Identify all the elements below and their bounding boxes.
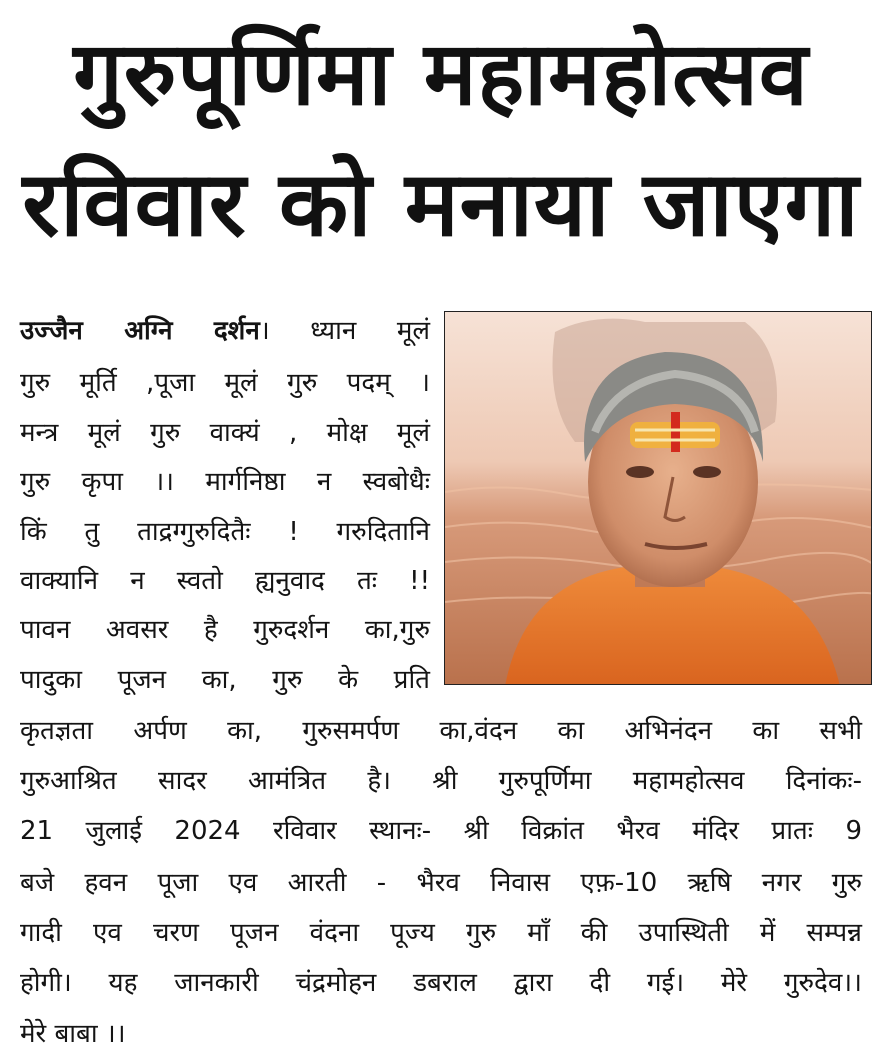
headline-line-2: रविवार को मनाया जाएगा: [22, 152, 860, 257]
article-line-15: मेरे बाबा ।।: [20, 1019, 126, 1049]
article-line-4: गुरु कृपा ।। मार्गनिष्ठा न स्वबोधैः: [20, 467, 430, 497]
article-line-1-text: । ध्यान मूलं: [259, 316, 430, 346]
article-line-3: मन्त्र मूलं गुरु वाक्यं , मोक्ष मूलं: [20, 418, 430, 448]
article-line-1: [20, 318, 430, 344]
article-line-10: गुरुआश्रित सादर आमंत्रित है। श्री गुरुपूर्णिमा महामहोत्सव दिनांकः-: [20, 766, 862, 796]
guru-portrait-photo: [444, 311, 872, 685]
article-line-5: किं तु ताद्रग्गुरुदितैः ! गरुदितानि: [20, 517, 430, 547]
article-line-11: 21 जुलाई 2024 रविवार स्थानः- श्री विक्रांत भैरव मंदिर प्रातः 9: [20, 816, 862, 846]
article-line-9: कृतज्ञता अर्पण का, गुरुसमर्पण का,वंदन का अभिनंदन का सभी: [20, 716, 862, 746]
article-line-14: होगी। यह जानकारी चंद्रमोहन डबराल द्वारा दी गई। मेरे गुरुदेव।।: [20, 968, 862, 998]
dateline: उज्जैन अग्नि दर्शन: [20, 316, 260, 346]
article-line-6: वाक्यानि न स्वतो ह्यनुवाद तः !!: [20, 566, 430, 596]
article-line-13: गादी एव चरण पूजन वंदना पूज्य गुरु माँ की उपास्थिती में सम्पन्न: [20, 918, 862, 948]
article-line-2: गुरु मूर्ति ,पूजा मूलं गुरु पदम् ।: [20, 368, 430, 398]
article-line-8: पादुका पूजन का, गुरु के प्रति: [20, 665, 430, 695]
article-line-7: पावन अवसर है गुरुदर्शन का,गुरु: [20, 615, 430, 645]
headline-line-1: गुरुपूर्णिमा महामहोत्सव: [73, 22, 809, 125]
article-line-12: बजे हवन पूजा एव आरती - भैरव निवास एफ़-10 ऋषि नगर गुरु: [20, 868, 862, 898]
